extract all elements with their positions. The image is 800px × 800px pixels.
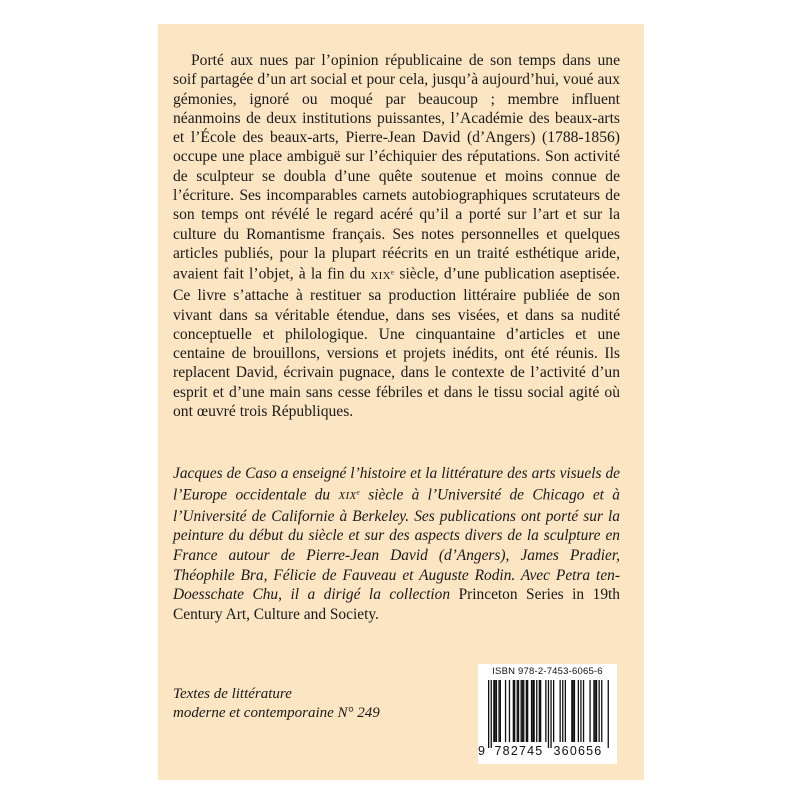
collection-name: Princeton Series in 19th Century Art, Culture and Society. bbox=[173, 586, 620, 623]
barcode-bar bbox=[505, 680, 506, 742]
barcode-bar bbox=[536, 680, 537, 742]
barcode-bar bbox=[498, 680, 499, 742]
barcode-bar bbox=[562, 680, 563, 742]
series-info bbox=[173, 685, 380, 723]
barcode-bar bbox=[526, 680, 527, 742]
barcode-bar bbox=[514, 680, 515, 742]
barcode-bar bbox=[596, 680, 597, 742]
bio-part-1: Jacques de Caso a enseigné l’histoire et la littérature des arts visuels de l’Europe occidentale du bbox=[173, 465, 620, 504]
description-paragraph bbox=[173, 51, 620, 421]
barcode-bar bbox=[571, 680, 572, 742]
isbn-label: ISBN 978-2-7453-6065-6 bbox=[492, 666, 603, 677]
barcode-bar bbox=[517, 680, 518, 742]
barcode-bar bbox=[578, 680, 579, 742]
century-numeral: XIXe bbox=[370, 268, 395, 282]
barcode-bar bbox=[522, 680, 523, 742]
barcode-bar bbox=[599, 680, 600, 742]
barcode-bar bbox=[531, 680, 532, 742]
barcode-bars bbox=[486, 680, 610, 748]
barcode-bar bbox=[583, 680, 584, 742]
barcode-bar bbox=[560, 680, 561, 742]
barcode-bar bbox=[601, 680, 602, 742]
barcode-bar bbox=[509, 680, 510, 742]
series-line-2: moderne et contemporaine N° 249 bbox=[173, 705, 380, 721]
barcode-bar bbox=[491, 680, 492, 748]
barcode-bar bbox=[518, 680, 519, 742]
barcode-bar bbox=[521, 680, 522, 742]
series-line-1: Textes de littérature bbox=[173, 686, 292, 702]
barcode-bar bbox=[532, 680, 533, 742]
barcode-bar bbox=[527, 680, 528, 742]
description-part-2: siècle, d’une publication aseptisée. Ce livre s’attache à restituer sa production littéraire publiée de son vivant dans sa véritable étendue, dans ses visées, et dans sa nudité conceptuelle et philologique. Une cinquantaine d’articles et une centaine de brouillons, versions et projets inédits, ont été réunis. Ils replacent David, écrivain pugnace, dans le contexte de l’activité d’un esprit et d’une main sans cesse fébriles et dans le tissu social agité où ont œuvré trois Républiques. bbox=[173, 265, 620, 420]
author-bio-paragraph bbox=[173, 464, 620, 624]
barcode-bar bbox=[565, 680, 566, 742]
barcode-bar bbox=[500, 680, 501, 742]
barcode-bar bbox=[553, 680, 554, 742]
barcode-bar bbox=[593, 680, 594, 742]
barcode-bar bbox=[534, 680, 535, 742]
barcode-bar bbox=[573, 680, 574, 742]
bio-century-numeral: XIXe bbox=[338, 488, 360, 503]
description-part-1: Porté aux nues par l’opinion républicaine de son temps dans une soif partagée d’un art social et pour cela, jusqu’à aujourd’hui, voué aux gémonies, ignoré ou moqué par beaucoup ; membre influent néanmoins de deux institutions puissantes, l’Académie des beaux-arts et l’École des beaux-arts, Pierre-Jean David (d’Angers) (1788-1856) occupe une place ambiguë sur l’échiquier des réputations. Son activité de sculpteur se doubla d’une quête soutenue et moins connue de l’écriture. Ses incomparables carnets autobiographiques scrutateurs de son temps ont révélé le regard acéré qu’il a porté sur l’art et sur la culture du Romantisme français. Ses notes personnelles et quelques articles publiés, pour la plupart réécrits en un traité esthétique aride, avaient fait l’objet, à la fin du bbox=[173, 52, 620, 283]
author-bio bbox=[173, 464, 620, 624]
barcode-bar bbox=[580, 680, 581, 742]
barcode-bar bbox=[495, 680, 496, 742]
barcode-bar bbox=[574, 680, 575, 742]
barcode-bar bbox=[513, 680, 514, 742]
ean-right-group: 360656 bbox=[553, 744, 603, 758]
bio-part-2: siècle à l’Université de Chicago et à l’Université de Californie à Berkeley. Ses publications ont porté sur la peinture du début du siècle et sur des aspects divers de la sculpture en France autour de Pierre-Jean David (d’Angers), James Pradier, Théophile Bra, Félicie de Fauveau et Auguste Rodin. Avec Petra ten-Doesschate Chu, il a dirigé la collection bbox=[173, 486, 620, 604]
barcode-bar bbox=[540, 680, 541, 742]
barcode-bar bbox=[523, 680, 524, 742]
ean-first-digit: 9 bbox=[478, 744, 485, 758]
barcode-bar bbox=[589, 680, 590, 742]
ean-left-group: 782745 bbox=[494, 744, 544, 758]
description-text bbox=[173, 51, 620, 421]
barcode-bar bbox=[550, 680, 551, 748]
barcode-bar bbox=[608, 680, 609, 748]
barcode-bar bbox=[545, 680, 546, 742]
barcode-bar bbox=[548, 680, 549, 748]
barcode-bar bbox=[539, 680, 540, 742]
isbn-barcode bbox=[478, 664, 617, 764]
barcode-bar bbox=[595, 680, 596, 742]
barcode-bar bbox=[493, 680, 494, 742]
barcode-bar bbox=[488, 680, 489, 748]
barcode-bar bbox=[496, 680, 497, 742]
